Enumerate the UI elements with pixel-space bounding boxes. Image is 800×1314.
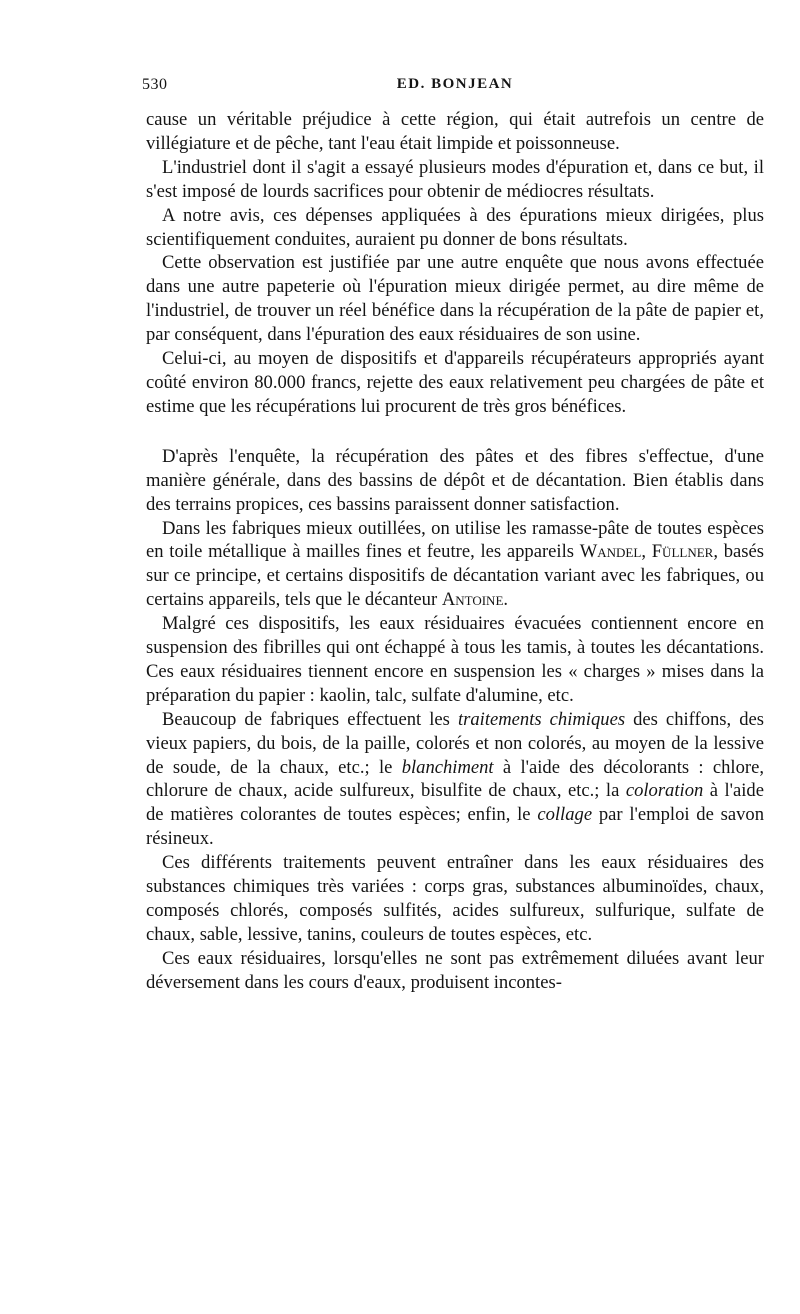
paragraph-9-text-c: à l'aide des décolorants : chlore, chlorure de chaux, acide sulfureux, bisulfite de chaux, etc.; la <box>146 756 764 802</box>
paragraph-3: A notre avis, ces dépenses appliquées à des épurations mieux dirigées, plus scientifiquement conduites, auraient pu donner de bons résultats. <box>146 204 764 250</box>
paragraph-1: cause un véritable préjudice à cette région, qui était autrefois un centre de villégiature et de pêche, tant l'eau était limpide et poissonneuse. <box>146 109 764 154</box>
paragraph-11: Ces eaux résiduaires, lorsqu'elles ne sont pas extrêmement diluées avant leur déversement dans les cours d'eaux, produisent incontes- <box>146 947 764 993</box>
body-text <box>146 108 764 995</box>
name-antoine: Antoine <box>441 589 504 611</box>
term-traitements-chimiques: traitements chimiques <box>457 708 626 730</box>
paragraph-7 <box>146 517 764 613</box>
paragraph-5: Celui-ci, au moyen de dispositifs et d'appareils récupérateurs appropriés ayant coûté environ 80.000 francs, rejette des eaux relativement peu chargées de pâte et estime que les récupérations lui procurent de très gros bénéfices. <box>146 348 764 417</box>
paragraph-7-text-c: . <box>503 589 509 611</box>
paragraph-9 <box>146 708 764 851</box>
paragraph-6: D'après l'enquête, la récupération des pâtes et des fibres s'effectue, d'une manière générale, dans des bassins de dépôt et de décantation. Bien établis dans des terrains propices, ces bassins paraissent donner satisfaction. <box>146 445 764 515</box>
running-title: ED. BONJEAN <box>396 76 514 92</box>
paragraph-2: L'industriel dont il s'agit a essayé plusieurs modes d'épuration et, dans ce but, il s'est imposé de lourds sacrifices pour obtenir de médiocres résultats. <box>146 156 764 202</box>
running-head <box>142 76 764 100</box>
term-blanchiment: blanchiment <box>401 756 494 778</box>
name-wandel: Wandel <box>579 541 642 563</box>
section-break <box>146 419 764 445</box>
page-number: 530 <box>142 76 168 93</box>
paragraph-9-text-b: des chiffons, des vieux papiers, du bois, de la paille, colorés et non colorés, au moyen de la lessive de soude, de la chaux, etc.; le <box>146 708 765 778</box>
paragraph-7-text-b: , basés sur ce principe, et certains dispositifs de décantation variant avec les fabriques, ou certains appareils, tels que le décanteur <box>146 541 765 611</box>
book-page <box>142 76 765 995</box>
paragraph-4: Cette observation est justifiée par une autre enquête que nous avons effectuée dans une autre papeterie où l'épuration mieux dirigée permet, au dire même de l'industriel, de trouver un réel bénéfice dans la récupération de la pâte de papier et, par conséquent, dans l'épuration des eaux résiduaires de son usine. <box>146 252 764 346</box>
paragraph-9-text-d: à l'aide de matières colorantes de toutes espèces; enfin, le <box>146 780 764 826</box>
term-coloration: coloration <box>625 780 704 802</box>
name-fullner: Füllner <box>651 541 714 563</box>
term-collage: collage <box>537 804 593 826</box>
paragraph-7-text-a: Dans les fabriques mieux outillées, on utilise les ramasse-pâte de toutes espèces en toile métallique à mailles fines et feutre, les appareils <box>146 517 764 563</box>
paragraph-7-comma: , <box>641 541 652 563</box>
paragraph-9-text-a: Beaucoup de fabriques effectuent les <box>162 708 458 730</box>
paragraph-9-text-e: par l'emploi de savon résineux. <box>146 804 765 850</box>
paragraph-8: Malgré ces dispositifs, les eaux résiduaires évacuées contiennent encore en suspension des fibrilles qui ont échappé à tous les tamis, à toutes les décantations. Ces eaux résiduaires tiennent encore en suspension les « charges » mises dans la préparation du papier : kaolin, talc, sulfate d'alumine, etc. <box>146 613 764 706</box>
paragraph-10: Ces différents traitements peuvent entraîner dans les eaux résiduaires des substances chimiques très variées : corps gras, substances albuminoïdes, chaux, composés chlorés, composés sulfités, acides sulfureux, sulfurique, sulfate de chaux, sable, lessive, tanins, couleurs de toutes espèces, etc. <box>146 852 764 945</box>
